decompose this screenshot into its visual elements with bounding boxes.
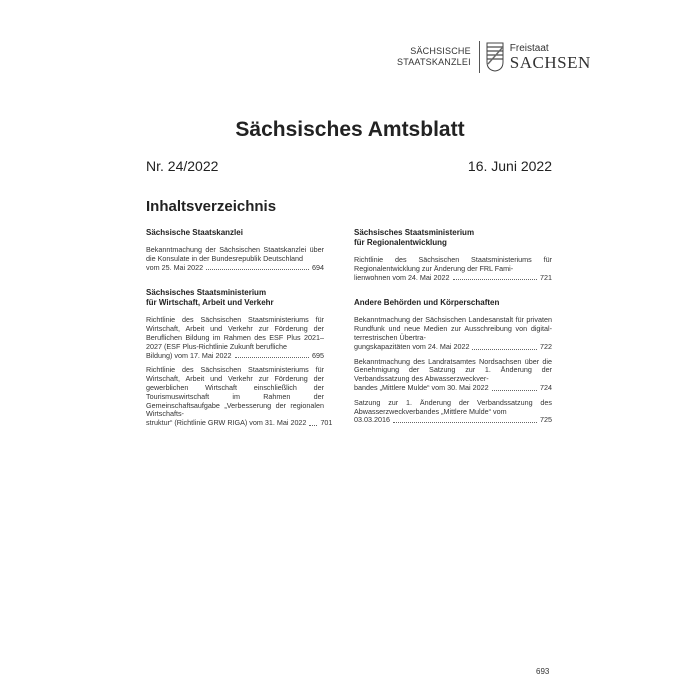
saxony-coat-of-arms-icon bbox=[486, 42, 504, 72]
entry-text: Richtlinie des Sächsischen Staatsministeriums für Regionalentwicklung zur Änderung der FRL Fami- bbox=[354, 255, 552, 273]
entry-tail: 03.03.2016 bbox=[354, 415, 390, 425]
entry-tail: Bildung) vom 17. Mai 2022 bbox=[146, 350, 232, 360]
section-heading bbox=[146, 288, 324, 308]
entry-text: Richtlinie des Sächsischen Staatsministeriums für Wirtschaft, Arbeit und Verkehr zur Förderung der gewerblichen Wirtschaft einschließlich der Tourismuswirtschaft im Rahmen der Gemeinschaftsaufgabe „Verbesserung der regionalen Wirtschafts- bbox=[146, 365, 324, 419]
entry-page: 722 bbox=[540, 341, 552, 351]
staatskanzlei-label bbox=[397, 46, 471, 68]
entry-tail: gungskapazitäten vom 24. Mai 2022 bbox=[354, 341, 470, 351]
entry-tail: struktur“ (Richtlinie GRW RIGA) vom 31. Mai 2022 bbox=[146, 418, 307, 428]
toc-entry[interactable] bbox=[354, 256, 552, 282]
document-title: Sächsisches Amtsblatt bbox=[235, 118, 465, 141]
issue-line bbox=[146, 158, 552, 174]
section-heading-line2: für Wirtschaft, Arbeit und Verkehr bbox=[146, 298, 274, 308]
section-heading: Andere Behörden und Körperschaften bbox=[354, 298, 500, 308]
section-heading: Sächsische Staatskanzlei bbox=[146, 228, 243, 237]
spacer bbox=[354, 288, 552, 298]
ministry-line2: STAATSKANZLEI bbox=[397, 57, 471, 67]
spacer bbox=[146, 278, 324, 288]
leader-dots bbox=[235, 357, 310, 358]
section-heading-line2: für Regionalentwicklung bbox=[354, 238, 447, 247]
entry-page: 694 bbox=[312, 262, 324, 272]
toc-right-column bbox=[354, 228, 552, 431]
issue-number: Nr. 24/2022 bbox=[146, 158, 219, 174]
entry-page: 721 bbox=[540, 272, 552, 282]
section-heading bbox=[354, 228, 552, 248]
entry-page: 725 bbox=[540, 415, 552, 425]
entry-text: Bekanntmachung der Sächsischen Staatskanzlei über die Konsulate in der Bundesrepublik Deutschland bbox=[146, 245, 324, 263]
entry-tail: vom 25. Mai 2022 bbox=[146, 262, 204, 272]
leader-dots bbox=[492, 390, 537, 391]
toc-entry[interactable] bbox=[354, 399, 552, 425]
header-logo bbox=[397, 41, 591, 73]
toc-entry[interactable] bbox=[354, 358, 552, 393]
entry-text: Richtlinie des Sächsischen Staatsministeriums für Wirtschaft, Arbeit und Verkehr zur Förderung der Beruflichen Bildung im Rahmen des ESF Plus 2021–2027 (ESF Plus-Richtlinie Zukunft berufliche bbox=[146, 315, 324, 351]
toc-entry[interactable] bbox=[146, 365, 333, 428]
entry-text: Satzung zur 1. Änderung der Verbandssatzung des Abwasserzweckverbandes „Mittlere Mulde“ vom bbox=[354, 397, 552, 416]
section-heading-line1: Sächsisches Staatsministerium bbox=[354, 228, 475, 237]
toc-entry[interactable] bbox=[146, 316, 324, 360]
leader-dots bbox=[309, 425, 317, 426]
entry-text: Bekanntmachung des Landratsamtes Nordsachsen über die Genehmigung der Satzung zur 1. Änderung der Verbandssatzung des Abwasserzweckver- bbox=[354, 356, 552, 384]
section-heading-line1: Sächsisches Staatsministerium bbox=[146, 288, 267, 298]
entry-tail: bandes „Mittlere Mulde“ vom 30. Mai 2022 bbox=[354, 382, 489, 392]
leader-dots bbox=[453, 279, 538, 280]
page-number: 693 bbox=[536, 667, 550, 676]
toc-entry[interactable] bbox=[146, 246, 324, 272]
state-big-label: SACHSEN bbox=[509, 52, 591, 72]
toc-entry[interactable] bbox=[354, 316, 552, 351]
issue-date: 16. Juni 2022 bbox=[467, 158, 552, 174]
logo-divider bbox=[479, 41, 480, 73]
state-small-label: Freistaat bbox=[509, 42, 549, 54]
leader-dots bbox=[206, 269, 309, 270]
entry-page: 724 bbox=[540, 382, 552, 392]
leader-dots bbox=[472, 349, 537, 350]
ministry-line1: SÄCHSISCHE bbox=[410, 46, 471, 56]
entry-page: 695 bbox=[312, 350, 324, 360]
toc-title: Inhaltsverzeichnis bbox=[146, 198, 277, 215]
freistaat-sachsen-label bbox=[510, 43, 591, 72]
toc-left-column bbox=[146, 228, 333, 434]
entry-tail: lienwohnen vom 24. Mai 2022 bbox=[354, 272, 450, 282]
entry-text: Bekanntmachung der Sächsischen Landesanstalt für privaten Rundfunk und neue Medien zur Ausschreibung von digital-terrestrischen Übertra- bbox=[354, 315, 552, 342]
entry-page: 701 bbox=[320, 418, 333, 428]
leader-dots bbox=[393, 422, 537, 423]
